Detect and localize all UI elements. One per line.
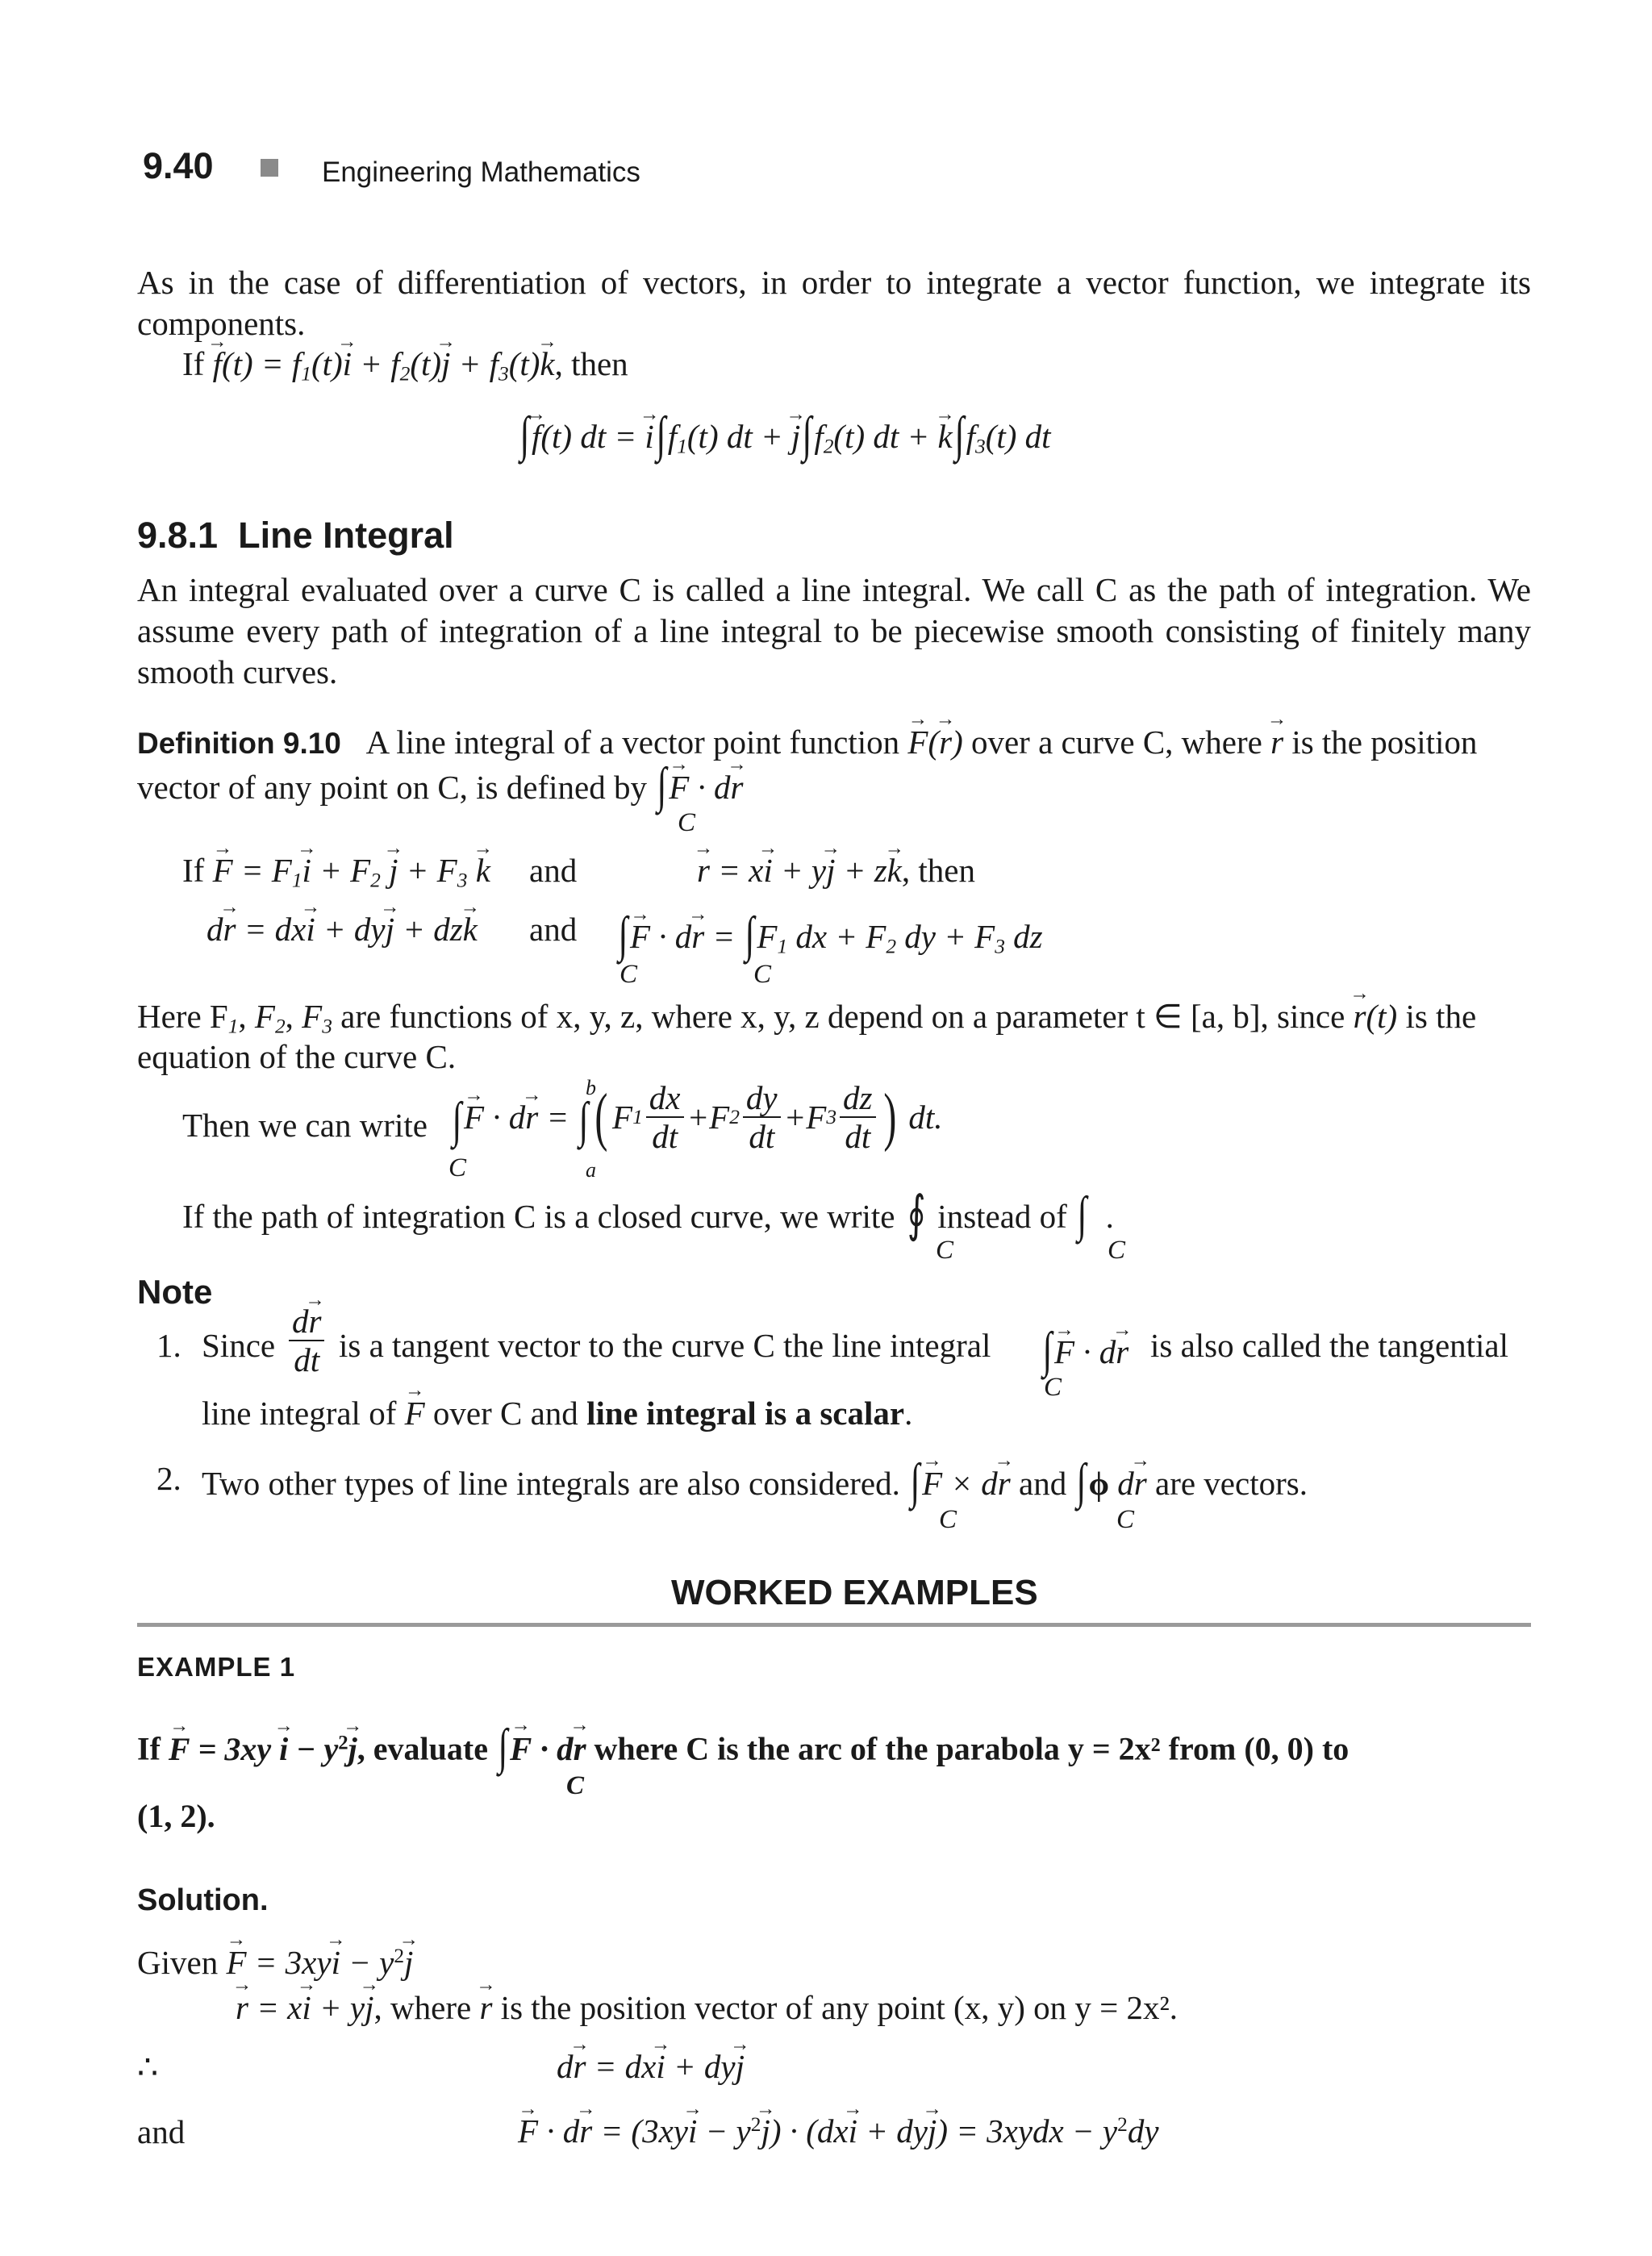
note-item-1-since: Since — [202, 1327, 276, 1364]
limit-c-note2b: C — [1116, 1505, 1135, 1534]
equation-dr: dr → = dxi → + dyj → + dzk → — [206, 910, 478, 949]
book-title: Engineering Mathematics — [322, 156, 640, 188]
limit-c-1: C — [620, 960, 638, 989]
intro-vector-function: If $f \to(t) = f_1(t)i$ → + $f_2(t)j$ → + $f_3(t)k$ →, then — [182, 344, 628, 386]
equation-and-2: and — [529, 911, 578, 948]
solution-label: Solution. — [137, 1883, 269, 1917]
example-problem-line-2: (1, 2). — [137, 1798, 215, 1834]
solution-and: and — [137, 2113, 186, 2150]
limit-c-note1: C — [1044, 1373, 1062, 1402]
therefore-symbol: ∴ — [137, 2049, 159, 2086]
equation-line-integral-components: ∫F → · dr → = $\int F_1$ dx + $F_2$ dy + $F_3$ dz — [616, 903, 1043, 961]
note-item-1-line-2: line integral of F → over C and line integral is a scalar. — [202, 1393, 912, 1434]
note-item-2-text: Two other types of line integrals are also considered. ∫F → × dr → and ∫ϕ dr → are vectors. — [202, 1458, 1308, 1504]
note-item-1-end: is also called the tangential — [1150, 1327, 1509, 1364]
definition-limit-c: C — [678, 808, 696, 837]
example-problem-line-1: If F → = 3xy i → − $y^2j$ →, evaluate ∫F → · dr → where C is the arc of the parabola y = 2x² from (0, 0) to — [137, 1722, 1349, 1770]
intro-integral-equation: ∫f →(t) dt = $i \to\int f_1(t)$ dt + $j \to\int f_2(t)$ dt + $k \to\int f_3(t)$ dt — [518, 403, 1051, 461]
limit-upper-b: b — [586, 1076, 596, 1099]
example-label: EXAMPLE 1 — [137, 1652, 296, 1682]
solution-position-vector: r → = xi → + yj →, where r → is the position vector of any point (x, y) on y = 2x². — [236, 1987, 1178, 2029]
limit-c-param: C — [448, 1153, 467, 1182]
section-number: 9.8.1 — [137, 515, 219, 556]
intro-paragraph: As in the case of differentiation of vectors, in order to integrate a vector function, we integrate its components. — [137, 264, 1531, 342]
limit-c-open: C — [1108, 1236, 1126, 1265]
solution-dot-product: F → · dr → = (3xyi → − $y^2j$ →) · (dxi → + dyj →) = 3xydx − $y^2dy$ — [518, 2112, 1159, 2150]
section-paragraph: An integral evaluated over a curve C is called a line integral. We call C as the path of integration. We assume every path of integration of a line integral to be piecewise smooth consisting of finitely many smooth curves. — [137, 571, 1531, 690]
closed-curve-line: If the path of integration C is a closed curve, we write ∮ instead of ∫ . — [182, 1187, 1114, 1242]
here-line-1: Here $F_1$, $F_2$, $F_3$ are functions of x, y, z, where x, y, z depend on a parameter t ∈ [a, b], since r →(t) is the — [137, 996, 1476, 1047]
note-heading: Note — [137, 1273, 213, 1311]
note-item-1-mid: is a tangent vector to the curve C the line integral — [339, 1327, 991, 1364]
header-square-icon — [261, 159, 278, 177]
solution-given: Given F → = 3xyi → − $y^2j$ → — [137, 1936, 413, 1983]
definition-label: Definition 9.10 — [137, 727, 341, 760]
note-item-1-num: 1. — [156, 1327, 181, 1364]
equation-r-components: r → = xi → + yj → + zk →, then — [697, 851, 975, 890]
limit-lower-a: a — [586, 1158, 596, 1182]
limit-c-problem: C — [566, 1771, 585, 1800]
then-we-write: Then we can write — [182, 1107, 428, 1144]
limit-c-2: C — [753, 960, 772, 989]
limit-c-closed: C — [936, 1236, 954, 1265]
note-dr-dt-fraction: $\frac{dr \to}{dt}$ — [286, 1303, 327, 1378]
definition-line-1: Definition 9.10 A line integral of a vector point function F →(r →) over a curve C, where r → is the position — [137, 722, 1477, 764]
parametric-integral: ∫ F → · d r → = ∫ ( F 1 $\frac{dx}{dt}$ +F 2 $\frac{dy}{dt}$ +F 3 $\frac{dz}{dt}$ ) dt. — [450, 1079, 943, 1155]
here-line-2: equation of the curve C. — [137, 1038, 457, 1075]
worked-examples-rule — [137, 1623, 1531, 1627]
solution-dr: dr → = dxi → + dyj → — [557, 2047, 745, 2086]
section-title: Line Integral — [238, 515, 454, 556]
definition-line-2: vector of any point on C, is defined by ∫F → · dr → — [137, 762, 743, 808]
page-number: 9.40 — [143, 145, 214, 186]
worked-examples-heading: WORKED EXAMPLES — [671, 1573, 1038, 1612]
limit-c-note2a: C — [939, 1505, 957, 1534]
equation-and-1: and — [529, 852, 578, 889]
section-heading — [137, 515, 454, 557]
equation-F-components: If F → = $F_1i$ → + $F_2$ j → + $F_3$ k → — [182, 851, 490, 892]
note-item-1-integral: ∫F → · dr → — [1041, 1319, 1128, 1376]
note-item-2-num: 2. — [156, 1460, 181, 1497]
